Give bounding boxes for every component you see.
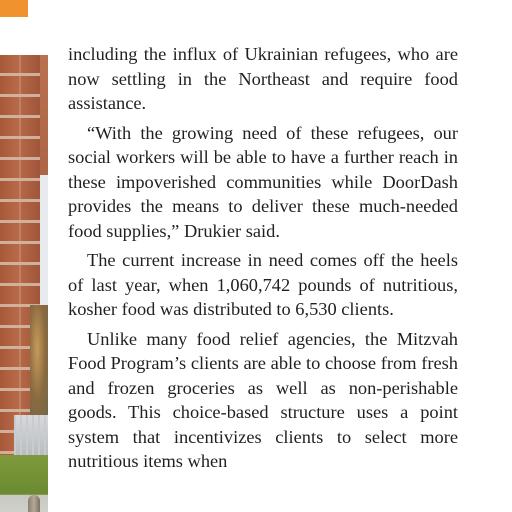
- fence: [14, 415, 48, 455]
- autumn-tree: [30, 305, 48, 415]
- paragraph-program-description: Unlike many food relief agencies, the Mitzvah Food Program’s clients are able to choose from fresh and frozen groceries as well as non-perishable goods. This choice-based structure uses a point system that incentivizes clients to select more nutritious items when: [68, 328, 458, 471]
- sky: [40, 175, 48, 305]
- brick-wall-photo: [0, 55, 48, 512]
- orange-accent-tab: [0, 0, 28, 17]
- article-body: [68, 42, 458, 479]
- metal-post: [28, 495, 40, 512]
- lawn: [0, 455, 48, 512]
- paragraph-quote: “With the growing need of these refugees, our social workers will be able to have a further reach in these impoverished communities while DoorDash provides the means to deliver these much-needed food supplies,” Drukier said.: [68, 122, 458, 241]
- paragraph-statistics: The current increase in need comes off the heels of last year, when 1,060,742 pounds of nutritious, kosher food was distributed to 6,530 clients.: [68, 250, 458, 319]
- paragraph-continued: including the influx of Ukrainian refugees, who are now settling in the Northeast and require food assistance.: [68, 44, 458, 113]
